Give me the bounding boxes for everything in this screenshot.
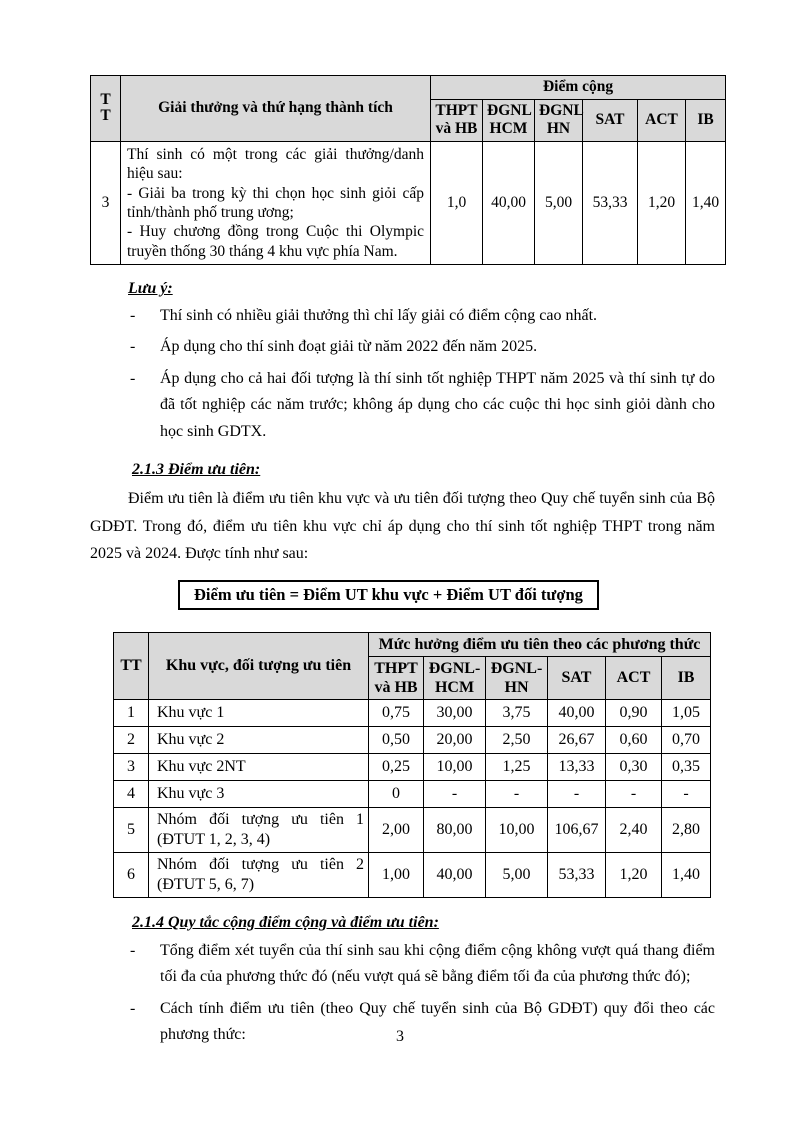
rule-text: Cách tính điểm ưu tiên (theo Quy chế tuyển sinh của Bộ GDĐT) quy đổi theo các phương thức:: [160, 999, 715, 1044]
table-row: [114, 700, 711, 727]
cell-value: 2,50: [486, 727, 548, 754]
cell-value: 53,33: [583, 141, 638, 264]
cell-value: -: [606, 781, 662, 808]
cell-value: 1,40: [662, 853, 711, 898]
bullet-dash: -: [130, 942, 136, 960]
priority-table: [113, 632, 711, 899]
priority-header-col: ACT: [606, 656, 662, 699]
cell-value: 0,30: [606, 754, 662, 781]
cell-tt: 2: [114, 727, 149, 754]
rule-text: Tổng điểm xét tuyển của thí sinh sau khi cộng điểm cộng không vượt quá thang điểm tối đa của phương thức đó (nếu vượt quá sẽ bằng điểm tối đa của phương thức đó);: [160, 942, 715, 986]
cell-value: 26,67: [548, 727, 606, 754]
priority-header-col: ĐGNL-HN: [486, 656, 548, 699]
cell-value: 1,20: [638, 141, 686, 264]
page-number: 3: [396, 1028, 404, 1045]
bonus-header-group: Điểm cộng: [431, 76, 726, 100]
bonus-header-col: IB: [686, 99, 726, 141]
cell-tt: 3: [114, 754, 149, 781]
cell-value: 53,33: [548, 853, 606, 898]
section-214-heading: 2.1.4 Quy tắc cộng điểm cộng và điểm ưu tiên:: [132, 914, 439, 932]
notes-title: Lưu ý:: [128, 280, 173, 298]
cell-value: 0,75: [369, 700, 424, 727]
award-desc-line: Thí sinh có một trong các giải thưởng/danh hiệu sau:: [127, 145, 424, 183]
table-row: [114, 754, 711, 781]
award-desc-line: - Huy chương đồng trong Cuộc thi Olympic truyền thống 30 tháng 4 khu vực phía Nam.: [127, 223, 424, 260]
priority-header-region: Khu vực, đối tượng ưu tiên: [149, 632, 369, 700]
bonus-header-col: ĐGNL HCM: [483, 99, 535, 141]
bonus-header-col: ĐGNL HN: [535, 99, 583, 141]
cell-tt: 6: [114, 853, 149, 898]
bonus-header-col: ACT: [638, 99, 686, 141]
note-item: [130, 334, 715, 360]
bonus-header-tt: TT: [91, 76, 121, 142]
priority-header-tt: TT: [114, 632, 149, 700]
cell-value: 0: [369, 781, 424, 808]
cell-value: 40,00: [548, 700, 606, 727]
priority-header-col: THPT và HB: [369, 656, 424, 699]
cell-value: 5,00: [535, 141, 583, 264]
section-213-heading: 2.1.3 Điểm ưu tiên:: [132, 460, 261, 478]
cell-value: 0,70: [662, 727, 711, 754]
cell-value: 30,00: [424, 700, 486, 727]
cell-value: 0,35: [662, 754, 711, 781]
cell-value: 3,75: [486, 700, 548, 727]
table-row: [114, 781, 711, 808]
cell-label: Khu vực 1: [149, 700, 369, 727]
cell-label: Nhóm đối tượng ưu tiên 1 (ĐTUT 1, 2, 3, 4): [149, 808, 369, 853]
cell-value: 13,33: [548, 754, 606, 781]
cell-value: 2,40: [606, 808, 662, 853]
award-desc-line: - Giải ba trong kỳ thi chọn học sinh giỏi cấp tỉnh/thành phố trung ương;: [127, 184, 424, 221]
rule-item: [130, 938, 715, 991]
bonus-header-award: Giải thưởng và thứ hạng thành tích: [121, 76, 431, 142]
priority-table-header-row-1: [114, 632, 711, 656]
cell-value: 0,60: [606, 727, 662, 754]
cell-value: 1,20: [606, 853, 662, 898]
section-213-paragraph: Điểm ưu tiên là điểm ưu tiên khu vực và ưu tiên đối tượng theo Quy chế tuyển sinh của Bộ GDĐT. Trong đó, điểm ưu tiên khu vực chỉ áp dụng cho thí sinh tốt nghiệp THPT trong năm 2025 và 2024. Được tính như sau:: [90, 489, 715, 563]
cell-value: 80,00: [424, 808, 486, 853]
cell-label: Khu vực 2: [149, 727, 369, 754]
table-row: [114, 727, 711, 754]
cell-award-description: [121, 141, 431, 264]
cell-tt: 4: [114, 781, 149, 808]
bullet-dash: -: [130, 999, 136, 1017]
cell-value: -: [548, 781, 606, 808]
cell-value: 20,00: [424, 727, 486, 754]
cell-value: 40,00: [424, 853, 486, 898]
cell-value: 0,25: [369, 754, 424, 781]
priority-header-col: IB: [662, 656, 711, 699]
cell-label: Khu vực 2NT: [149, 754, 369, 781]
note-text: Áp dụng cho thí sinh đoạt giải từ năm 2022 đến năm 2025.: [160, 338, 538, 356]
note-text: Thí sinh có nhiều giải thưởng thì chỉ lấy giải có điểm cộng cao nhất.: [160, 307, 598, 325]
priority-formula-box: Điểm ưu tiên = Điểm UT khu vực + Điểm UT đối tượng: [178, 580, 599, 610]
cell-value: 40,00: [483, 141, 535, 264]
cell-tt: 1: [114, 700, 149, 727]
cell-value: 1,00: [369, 853, 424, 898]
table-row: [114, 808, 711, 853]
bonus-header-col: SAT: [583, 99, 638, 141]
bonus-table-header-row-1: [91, 76, 726, 100]
cell-value: 2,80: [662, 808, 711, 853]
bonus-header-col: THPT và HB: [431, 99, 483, 141]
note-item: [130, 366, 715, 445]
cell-value: 10,00: [486, 808, 548, 853]
cell-value: 1,0: [431, 141, 483, 264]
bonus-table: [90, 75, 726, 265]
note-item: [130, 303, 715, 329]
cell-value: 1,05: [662, 700, 711, 727]
table-row: [91, 141, 726, 264]
cell-value: 106,67: [548, 808, 606, 853]
cell-value: 10,00: [424, 754, 486, 781]
bullet-dash: -: [130, 338, 136, 356]
priority-header-col: ĐGNL-HCM: [424, 656, 486, 699]
note-text: Áp dụng cho cả hai đối tượng là thí sinh tốt nghiệp THPT năm 2025 và thí sinh tự do đã tốt nghiệp các năm trước; không áp dụng cho các cuộc thi học sinh giỏi dành cho học sinh GDTX.: [160, 369, 715, 440]
cell-value: 0,50: [369, 727, 424, 754]
cell-value: 5,00: [486, 853, 548, 898]
table-row: [114, 853, 711, 898]
cell-tt: 3: [91, 141, 121, 264]
cell-value: -: [486, 781, 548, 808]
cell-value: -: [662, 781, 711, 808]
cell-value: 1,25: [486, 754, 548, 781]
cell-tt: 5: [114, 808, 149, 853]
cell-label: Nhóm đối tượng ưu tiên 2 (ĐTUT 5, 6, 7): [149, 853, 369, 898]
cell-label: Khu vực 3: [149, 781, 369, 808]
cell-value: 1,40: [686, 141, 726, 264]
bullet-dash: -: [130, 307, 136, 325]
priority-header-col: SAT: [548, 656, 606, 699]
cell-value: 0,90: [606, 700, 662, 727]
bullet-dash: -: [130, 369, 136, 387]
priority-header-group: Mức hưởng điểm ưu tiên theo các phương thức: [369, 632, 711, 656]
priority-table-wrapper: [113, 632, 715, 899]
cell-value: 2,00: [369, 808, 424, 853]
cell-value: -: [424, 781, 486, 808]
